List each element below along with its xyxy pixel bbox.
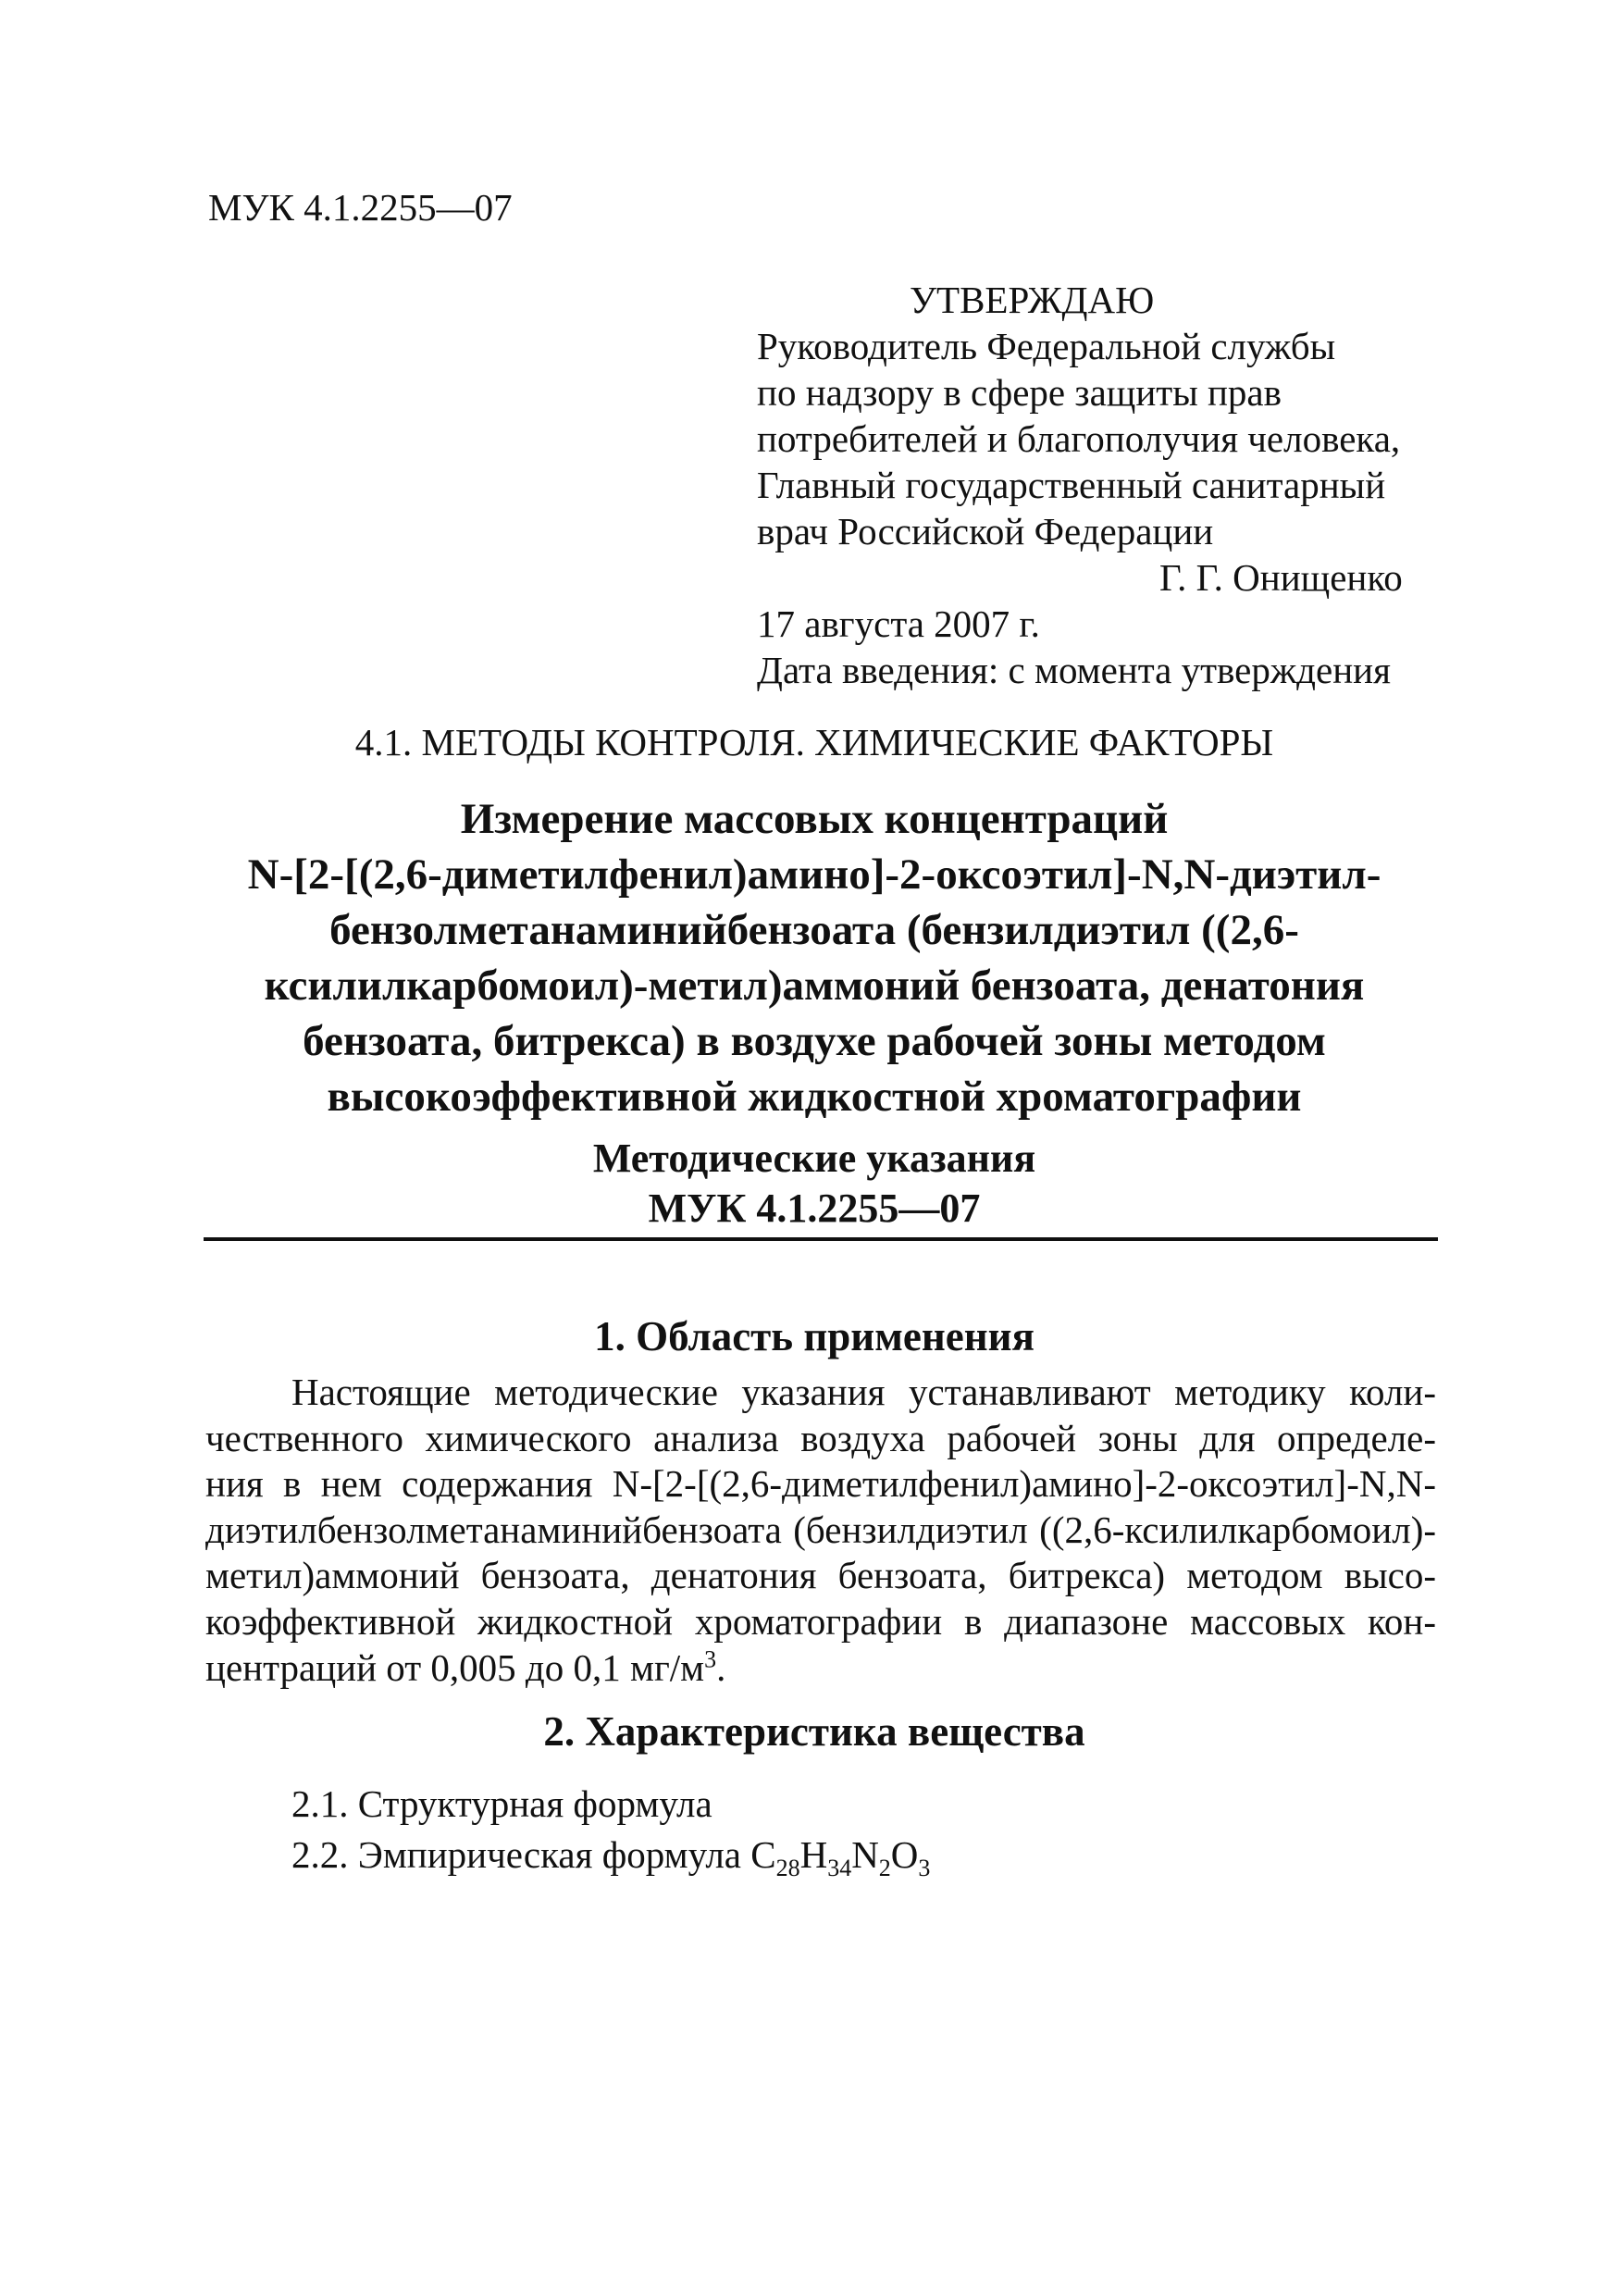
horizontal-rule	[204, 1237, 1438, 1241]
title-line: Измерение массовых концентраций	[460, 795, 1169, 843]
approval-signatory: Г. Г. Онищенко	[1159, 556, 1403, 599]
paragraph-end: .	[716, 1645, 726, 1689]
paragraph-line: Настоящие методические указания устанавливают методику коли-	[291, 1371, 1436, 1413]
section-1-heading: 1. Область применения	[594, 1313, 1035, 1359]
item-structural-formula: 2.1. Структурная формула	[291, 1782, 712, 1825]
section-1-paragraph	[205, 1370, 1436, 1691]
approval-line: врач Российской Федерации	[757, 510, 1214, 552]
title-line: ксилилкарбомоил)-метил)аммоний бензоата, денатония	[264, 962, 1365, 1010]
approval-line: потребителей и благополучия человека,	[757, 417, 1401, 460]
formula-o-symbol: O	[890, 1833, 919, 1876]
document-subtitle	[204, 1134, 1425, 1234]
formula-n-count: 2	[878, 1855, 891, 1882]
paragraph-line: диэтилбензолметанаминийбензоата (бензилдиэтил ((2,6-ксилилкарбомоил)-	[205, 1508, 1436, 1551]
title-line: N-[2-[(2,6-диметилфенил)амино]-2-оксоэтил]-N,N-диэтил-	[247, 850, 1381, 899]
approval-block	[757, 278, 1460, 691]
paragraph-last-text: центраций от 0,005 до 0,1 мг/м	[205, 1645, 705, 1689]
title-line: бензолметанаминийбензоата (бензилдиэтил ((2,6-	[329, 906, 1299, 954]
item-empirical-formula	[291, 1832, 931, 1882]
approval-line: Руководитель Федеральной службы	[757, 325, 1336, 367]
formula-c-count: 28	[775, 1855, 800, 1882]
subtitle-code: МУК 4.1.2255—07	[648, 1185, 981, 1231]
formula-h-symbol: H	[799, 1833, 828, 1876]
approval-line: по надзору в сфере защиты прав	[757, 371, 1282, 414]
subtitle-kind: Методические указания	[592, 1136, 1036, 1181]
empirical-label: 2.2. Эмпирическая формула C	[291, 1833, 776, 1876]
approval-stamp: УТВЕРЖДАЮ	[910, 279, 1155, 321]
approval-line: Главный государственный санитарный	[757, 464, 1386, 506]
document-code: МУК 4.1.2255—07	[208, 186, 513, 229]
title-line: бензоата, битрекса) в воздухе рабочей зоны методом	[303, 1017, 1326, 1065]
approval-date: 17 августа 2007 г.	[757, 602, 1040, 645]
section-2-heading: 2. Характеристика вещества	[543, 1708, 1085, 1755]
paragraph-line: ния в нем содержания N-[2-[(2,6-диметилфенил)амино]-2-оксоэтил]-N,N-	[205, 1462, 1436, 1506]
paragraph-line: коэффективной жидкостной хроматографии в диапазоне массовых кон-	[205, 1599, 1436, 1643]
category-heading: 4.1. МЕТОДЫ КОНТРОЛЯ. ХИМИЧЕСКИЕ ФАКТОРЫ	[354, 721, 1274, 763]
formula-n-symbol: N	[851, 1833, 879, 1876]
title-line: высокоэффективной жидкостной хроматографии	[327, 1073, 1302, 1121]
document-title	[185, 791, 1443, 1124]
unit-superscript: 3	[704, 1644, 717, 1672]
paragraph-line: метил)аммоний бензоата, денатония бензоата, битрекса) методом высо-	[205, 1554, 1436, 1597]
formula-h-count: 34	[827, 1855, 852, 1882]
formula-o-count: 3	[918, 1855, 931, 1882]
effective-date: Дата введения: с момента утверждения	[757, 649, 1391, 691]
paragraph-line: чественного химического анализа воздуха рабочей зоны для определе-	[205, 1416, 1436, 1459]
paragraph-line	[205, 1645, 1436, 1692]
